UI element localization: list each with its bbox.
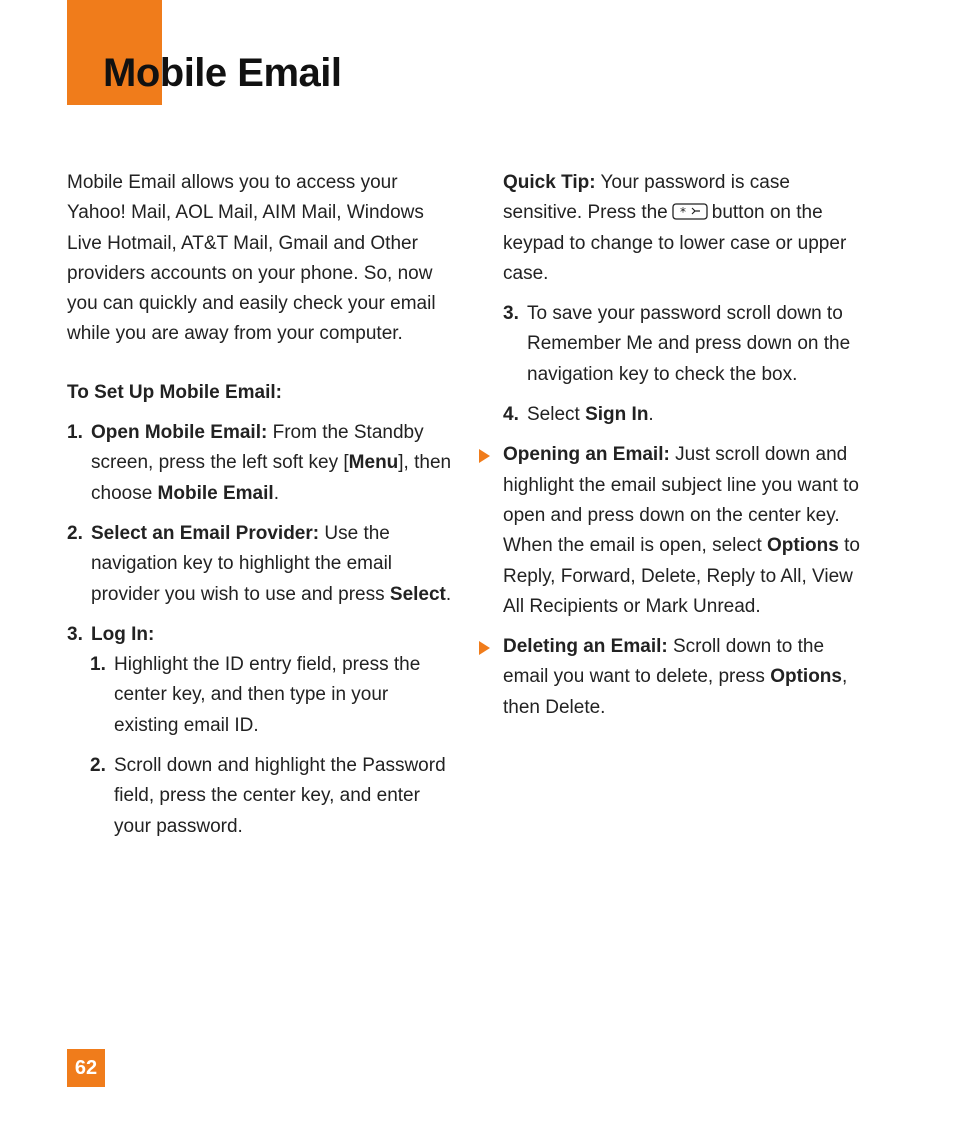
options-action: Options <box>770 666 842 688</box>
options-action: Options <box>767 535 839 557</box>
intro-paragraph: Mobile Email allows you to access your Yahoo! Mail, AOL Mail, AIM Mail, Windows Live Hotmail, AT&T Mail, Gmail and Other providers accounts on your phone. So, now you can quickly and easily check your email while you are away from your computer. <box>67 172 436 345</box>
substep-number: 3. <box>503 303 519 325</box>
step-label: Select an Email Provider: <box>91 522 320 544</box>
substep-1 <box>67 650 452 741</box>
opening-email-item: Opening an Email: Just scroll down and highlight the email subject line you want to open and press down on the center key. When the email is open, select Options to Reply, Forward, Delete, Reply to All, View All Recipients or Mark Unread. <box>503 440 863 622</box>
substep-number: 1. <box>90 654 106 676</box>
page-number: 62 <box>67 1049 105 1087</box>
substep-text: Highlight the ID entry field, press the center key, and then type in your existing email ID. <box>114 654 421 736</box>
bullet-arrow-icon <box>479 641 490 655</box>
select-action: Select <box>389 583 446 605</box>
step-label: Log In: <box>91 623 155 645</box>
right-column <box>503 168 863 723</box>
setup-heading: To Set Up Mobile Email: <box>67 381 282 403</box>
step-2: 2. Select an Email Provider: Use the navigation key to highlight the email provider you wish to use and press Select. <box>67 519 452 610</box>
step-text: From the Standby screen, press the left soft key [ <box>91 422 424 474</box>
substep-number: 4. <box>503 404 519 426</box>
deleting-email-item: Deleting an Email: Scroll down to the email you want to delete, press Options, then Delete. <box>503 632 863 723</box>
star-shift-key-icon <box>672 203 708 220</box>
step-3 <box>67 620 452 650</box>
page-title: Mobile Email <box>103 51 342 95</box>
step-number: 2. <box>67 522 83 544</box>
opening-email-label: Opening an Email: <box>503 444 670 466</box>
step-text: Use the navigation key to highlight the email provider you wish to use and press <box>91 522 393 605</box>
step-label: Open Mobile Email: <box>91 422 268 444</box>
quick-tip: Quick Tip: Your password is case sensitive. Press the * button on the keypad to change to lower case or upper case. <box>503 172 847 284</box>
step-1: 1. Open Mobile Email: From the Standby screen, press the left soft key [Menu], then choose Mobile Email. <box>67 418 452 509</box>
mobile-email-target: Mobile Email <box>157 482 274 504</box>
bullet-arrow-icon <box>479 449 490 463</box>
substep-3 <box>503 299 863 390</box>
step-number: 1. <box>67 422 83 444</box>
substep-number: 2. <box>90 755 106 777</box>
substep-text: To save your password scroll down to Remember Me and press down on the navigation key to check the box. <box>527 303 851 385</box>
sign-in-action: Sign In <box>585 404 649 426</box>
svg-text:*: * <box>679 205 686 220</box>
substep-2 <box>67 751 452 842</box>
deleting-email-label: Deleting an Email: <box>503 636 668 658</box>
left-column <box>67 168 452 842</box>
quick-tip-label: Quick Tip: <box>503 172 596 193</box>
substep-text: Scroll down and highlight the Password field, press the center key, and enter your password. <box>114 755 446 837</box>
step-number: 3. <box>67 623 83 645</box>
substep-4: 4. Select Sign In. <box>503 400 863 430</box>
menu-key-label: Menu <box>348 452 399 474</box>
